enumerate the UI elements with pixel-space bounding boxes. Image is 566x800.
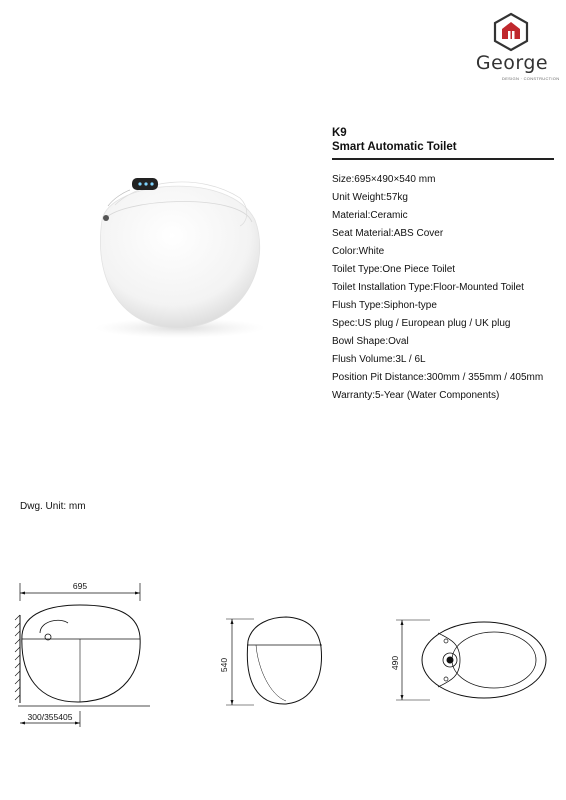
spec-material: Material:Ceramic <box>332 210 408 221</box>
spec-installation-type: Toilet Installation Type:Floor-Mounted Toilet <box>332 282 524 293</box>
front-view-drawing <box>10 575 160 735</box>
brand-logo <box>472 12 560 82</box>
height-dimension-label: 540 <box>219 657 229 673</box>
spec-block <box>332 126 554 405</box>
drawing-unit-note: Dwg. Unit: mm <box>20 501 86 512</box>
house-logo-icon <box>492 12 530 52</box>
product-photo <box>80 150 280 350</box>
spec-size: Size:695×490×540 mm <box>332 174 436 185</box>
spec-warranty: Warranty:5-Year (Water Components) <box>332 390 500 401</box>
product-title: Smart Automatic Toilet <box>332 141 457 153</box>
spec-plug: Spec:US plug / European plug / UK plug <box>332 318 511 329</box>
spec-seat-material: Seat Material:ABS Cover <box>332 228 444 239</box>
spec-list <box>332 171 554 405</box>
pit-distance-label: 300/355405 <box>27 712 73 722</box>
spec-flush-volume: Flush Volume:3L / 6L <box>332 354 426 365</box>
side-view-drawing <box>218 605 328 715</box>
spec-pit-distance: Position Pit Distance:300mm / 355mm / 405mm <box>332 372 544 383</box>
spec-flush-type: Flush Type:Siphon-type <box>332 300 437 311</box>
brand-name: George <box>475 52 549 74</box>
spec-bowl-shape: Bowl Shape:Oval <box>332 336 409 347</box>
model-number: K9 <box>332 127 347 139</box>
spec-weight: Unit Weight:57kg <box>332 192 408 203</box>
depth-dimension-label: 490 <box>390 655 400 671</box>
spec-toilet-type: Toilet Type:One Piece Toilet <box>332 264 456 275</box>
top-view-drawing <box>390 615 560 705</box>
title-divider <box>332 158 554 160</box>
spec-color: Color:White <box>332 246 385 257</box>
width-dimension-label: 695 <box>72 581 88 591</box>
brand-tagline: DESIGN · CONSTRUCTION <box>502 76 560 81</box>
